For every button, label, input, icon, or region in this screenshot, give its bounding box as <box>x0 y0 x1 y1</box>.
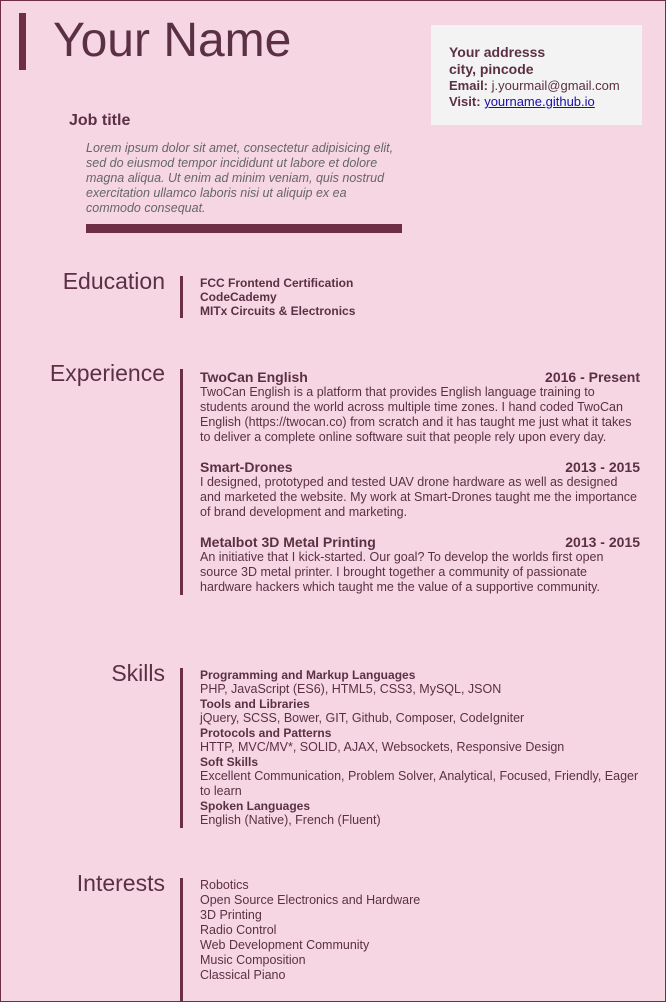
visit-label: Visit: <box>449 94 481 109</box>
skill-items: Excellent Communication, Problem Solver, Analytical, Focused, Friendly, Eager to learn <box>200 769 639 798</box>
website-row <box>449 94 642 110</box>
email-row <box>449 78 642 94</box>
contact-box <box>431 25 642 125</box>
job-entry <box>200 459 640 520</box>
education-item: CodeCademy <box>200 290 277 304</box>
skill-items: jQuery, SCSS, Bower, GIT, Github, Composer, CodeIgniter <box>200 711 525 725</box>
interests-list <box>180 878 640 1001</box>
interests-title: Interests <box>76 870 165 896</box>
job-dates: 2013 - 2015 <box>565 534 640 550</box>
interest-item: Robotics <box>200 878 249 892</box>
job-company: Smart-Drones <box>200 459 293 475</box>
skill-items: English (Native), French (Fluent) <box>200 813 381 827</box>
experience-list <box>180 369 640 595</box>
job-description: TwoCan English is a platform that provides English language training to students around the world across multiple time zones. I hand coded TwoCan English (https://twocan.co) from scratch and it has taught me just what it takes to deliver a complete online software suit that people rely upon every day. <box>200 385 632 444</box>
education-item: FCC Frontend Certification <box>200 276 354 290</box>
skill-category: Protocols and Patterns <box>200 726 332 740</box>
job-dates: 2013 - 2015 <box>565 459 640 475</box>
email-value: j.yourmail@gmail.com <box>491 78 620 93</box>
skill-items: HTTP, MVC/MV*, SOLID, AJAX, Websockets, Responsive Design <box>200 740 565 754</box>
person-name: Your Name <box>53 14 292 67</box>
interest-item: Classical Piano <box>200 968 286 982</box>
skill-category: Programming and Markup Languages <box>200 668 416 682</box>
name-accent-bar <box>19 13 26 70</box>
job-description: I designed, prototyped and tested UAV drone hardware as well as designed and marketed the website. My work at Smart-Drones taught me the importance of brand development and marketing. <box>200 475 637 519</box>
skills-title: Skills <box>111 660 165 686</box>
education-list <box>180 276 640 318</box>
website-link[interactable]: yourname.github.io <box>484 94 595 109</box>
experience-title: Experience <box>49 360 165 386</box>
email-label: Email: <box>449 78 489 93</box>
skill-category: Tools and Libraries <box>200 697 310 711</box>
interest-item: Radio Control <box>200 923 277 937</box>
skills-list <box>180 668 640 828</box>
skill-category: Soft Skills <box>200 755 259 769</box>
address-line-1: Your addresss <box>449 44 546 60</box>
education-title: Education <box>62 268 165 294</box>
job-entry <box>200 369 640 445</box>
job-entry <box>200 534 640 595</box>
job-title: Job title <box>69 112 131 129</box>
skill-category: Spoken Languages <box>200 799 311 813</box>
summary-divider <box>86 224 402 233</box>
interest-item: 3D Printing <box>200 908 262 922</box>
address-line-2: city, pincode <box>449 61 534 77</box>
job-dates: 2016 - Present <box>545 369 640 385</box>
summary-text: Lorem ipsum dolor sit amet, consectetur adipisicing elit, sed do eiusmod tempor incididunt ut labore et dolore magna aliqua. Ut enim ad minim veniam, quis nostrud exercitation ullamco laboris nisi ut aliquip ex ea commodo consequat. <box>86 141 394 215</box>
interest-item: Web Development Community <box>200 938 370 952</box>
job-company: Metalbot 3D Metal Printing <box>200 534 376 550</box>
interest-item: Music Composition <box>200 953 306 967</box>
skill-items: PHP, JavaScript (ES6), HTML5, CSS3, MySQL, JSON <box>200 682 502 696</box>
education-item: MITx Circuits & Electronics <box>200 304 356 318</box>
interest-item: Open Source Electronics and Hardware <box>200 893 421 907</box>
job-description: An initiative that I kick-started. Our goal? To develop the worlds first open source 3D metal printer. I brought together a community of passionate hardware hackers which taught me the value of a supportive community. <box>200 550 604 594</box>
job-company: TwoCan English <box>200 369 308 385</box>
